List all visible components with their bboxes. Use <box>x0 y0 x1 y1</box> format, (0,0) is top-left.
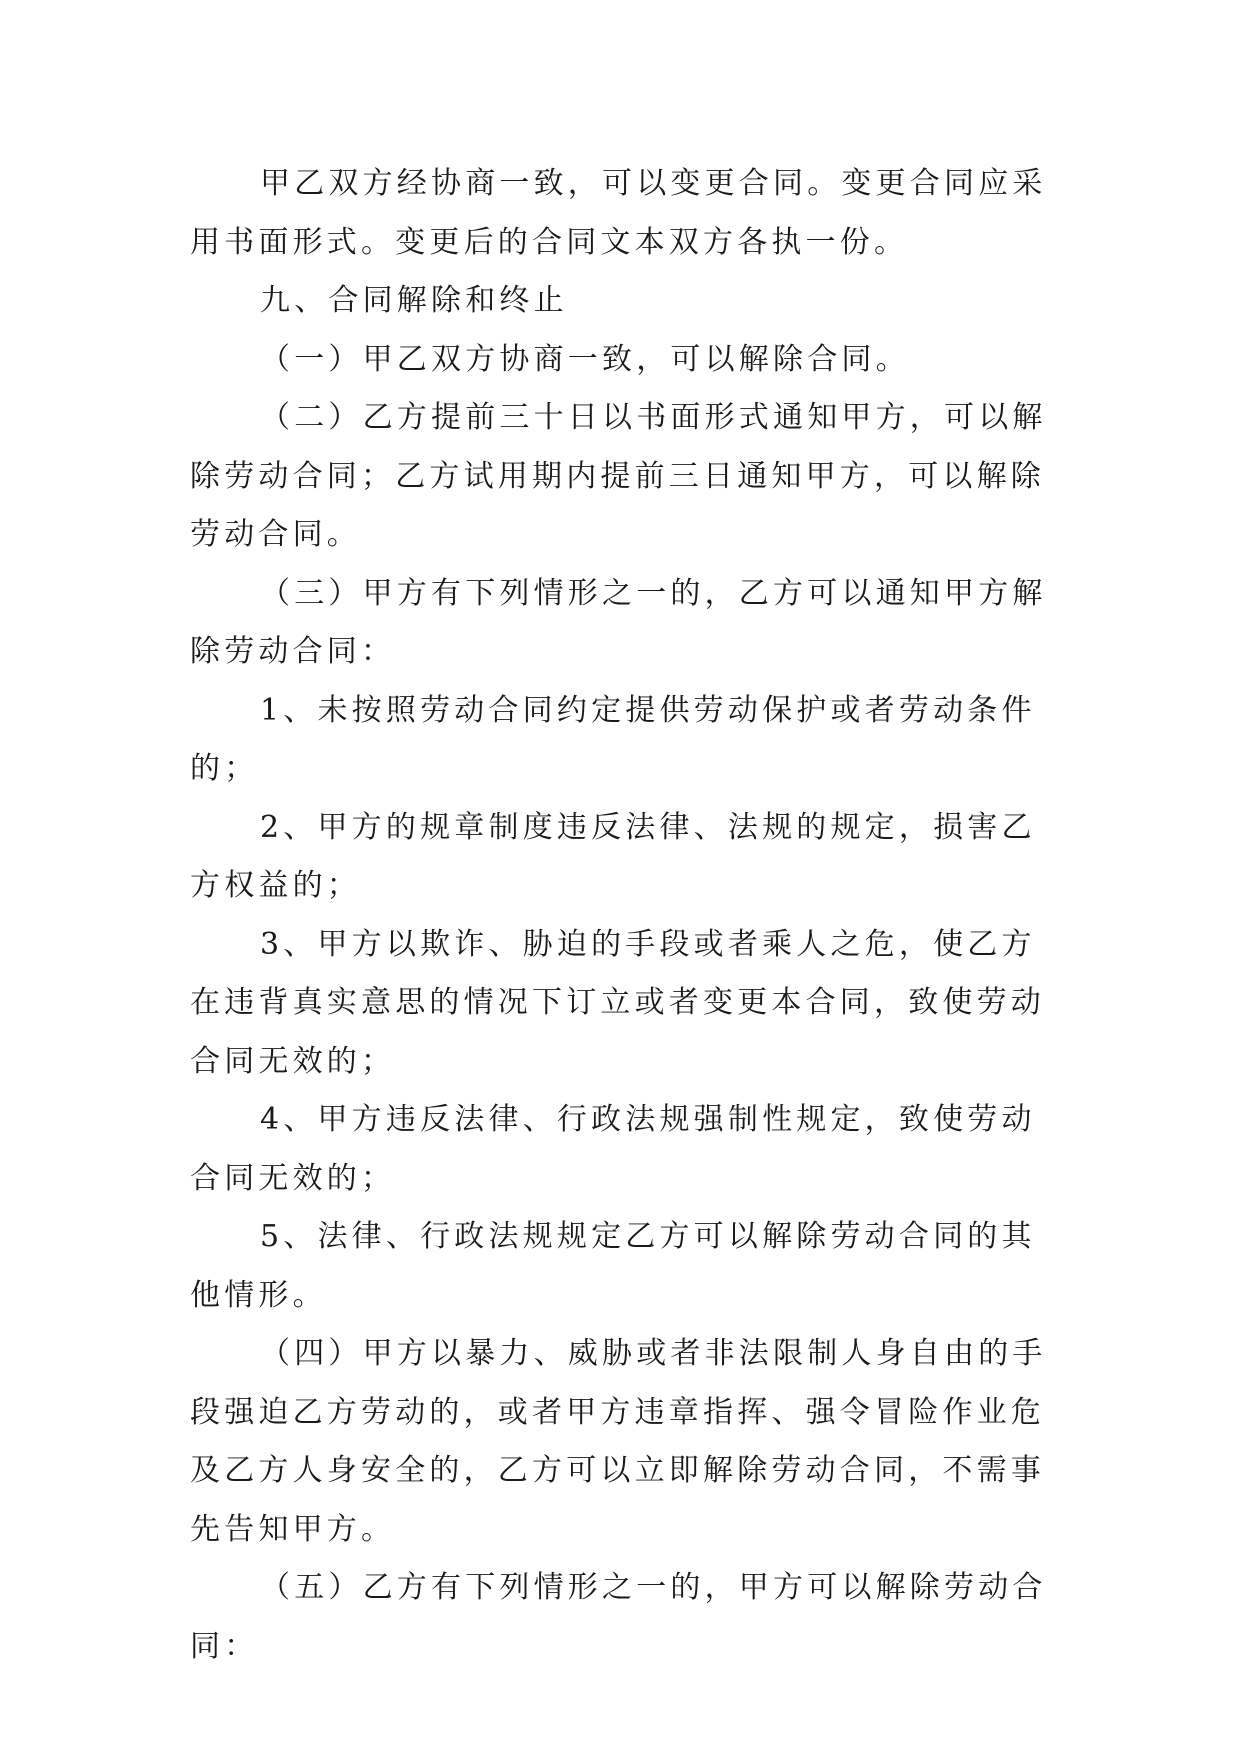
clause-1-mutual-termination: （一）甲乙双方协商一致，可以解除合同。 <box>260 341 910 377</box>
clause-5-employer-termination: （五）乙方有下列情形之一的，甲方可以解除劳动合同： <box>190 1570 1047 1664</box>
list-item-3: 3、甲方以欺诈、胁迫的手段或者乘人之危，使乙方在违背真实意思的情况下订立或者变更本合同，致使劳动合同无效的； <box>190 926 1045 1079</box>
clause-4-immediate-termination: （四）甲方以暴力、威胁或者非法限制人身自由的手段强迫乙方劳动的，或者甲方违章指挥、强令冒险作业危及乙方人身安全的，乙方可以立即解除劳动合同，不需事先告知甲方。 <box>190 1336 1047 1547</box>
list-item-2: 2、甲方的规章制度违反法律、法规的规定，损害乙方权益的； <box>190 809 1036 903</box>
contract-body <box>190 155 1060 1676</box>
clause-2-employee-notice: （二）乙方提前三十日以书面形式通知甲方，可以解除劳动合同；乙方试用期内提前三日通知甲方，可以解除劳动合同。 <box>190 400 1047 552</box>
list-item-1: 1、未按照劳动合同约定提供劳动保护或者劳动条件的； <box>190 692 1036 786</box>
list-item-5: 5、法律、行政法规规定乙方可以解除劳动合同的其他情形。 <box>190 1219 1036 1313</box>
list-item-4: 4、甲方违反法律、行政法规强制性规定，致使劳动合同无效的； <box>190 1102 1036 1196</box>
clause-3-employee-termination-conditions: （三）甲方有下列情形之一的，乙方可以通知甲方解除劳动合同： <box>190 575 1047 669</box>
paragraph-contract-change: 甲乙双方经协商一致，可以变更合同。变更合同应采用书面形式。变更后的合同文本双方各执一份。 <box>190 166 1047 260</box>
section-heading-termination: 九、合同解除和终止 <box>260 283 568 318</box>
